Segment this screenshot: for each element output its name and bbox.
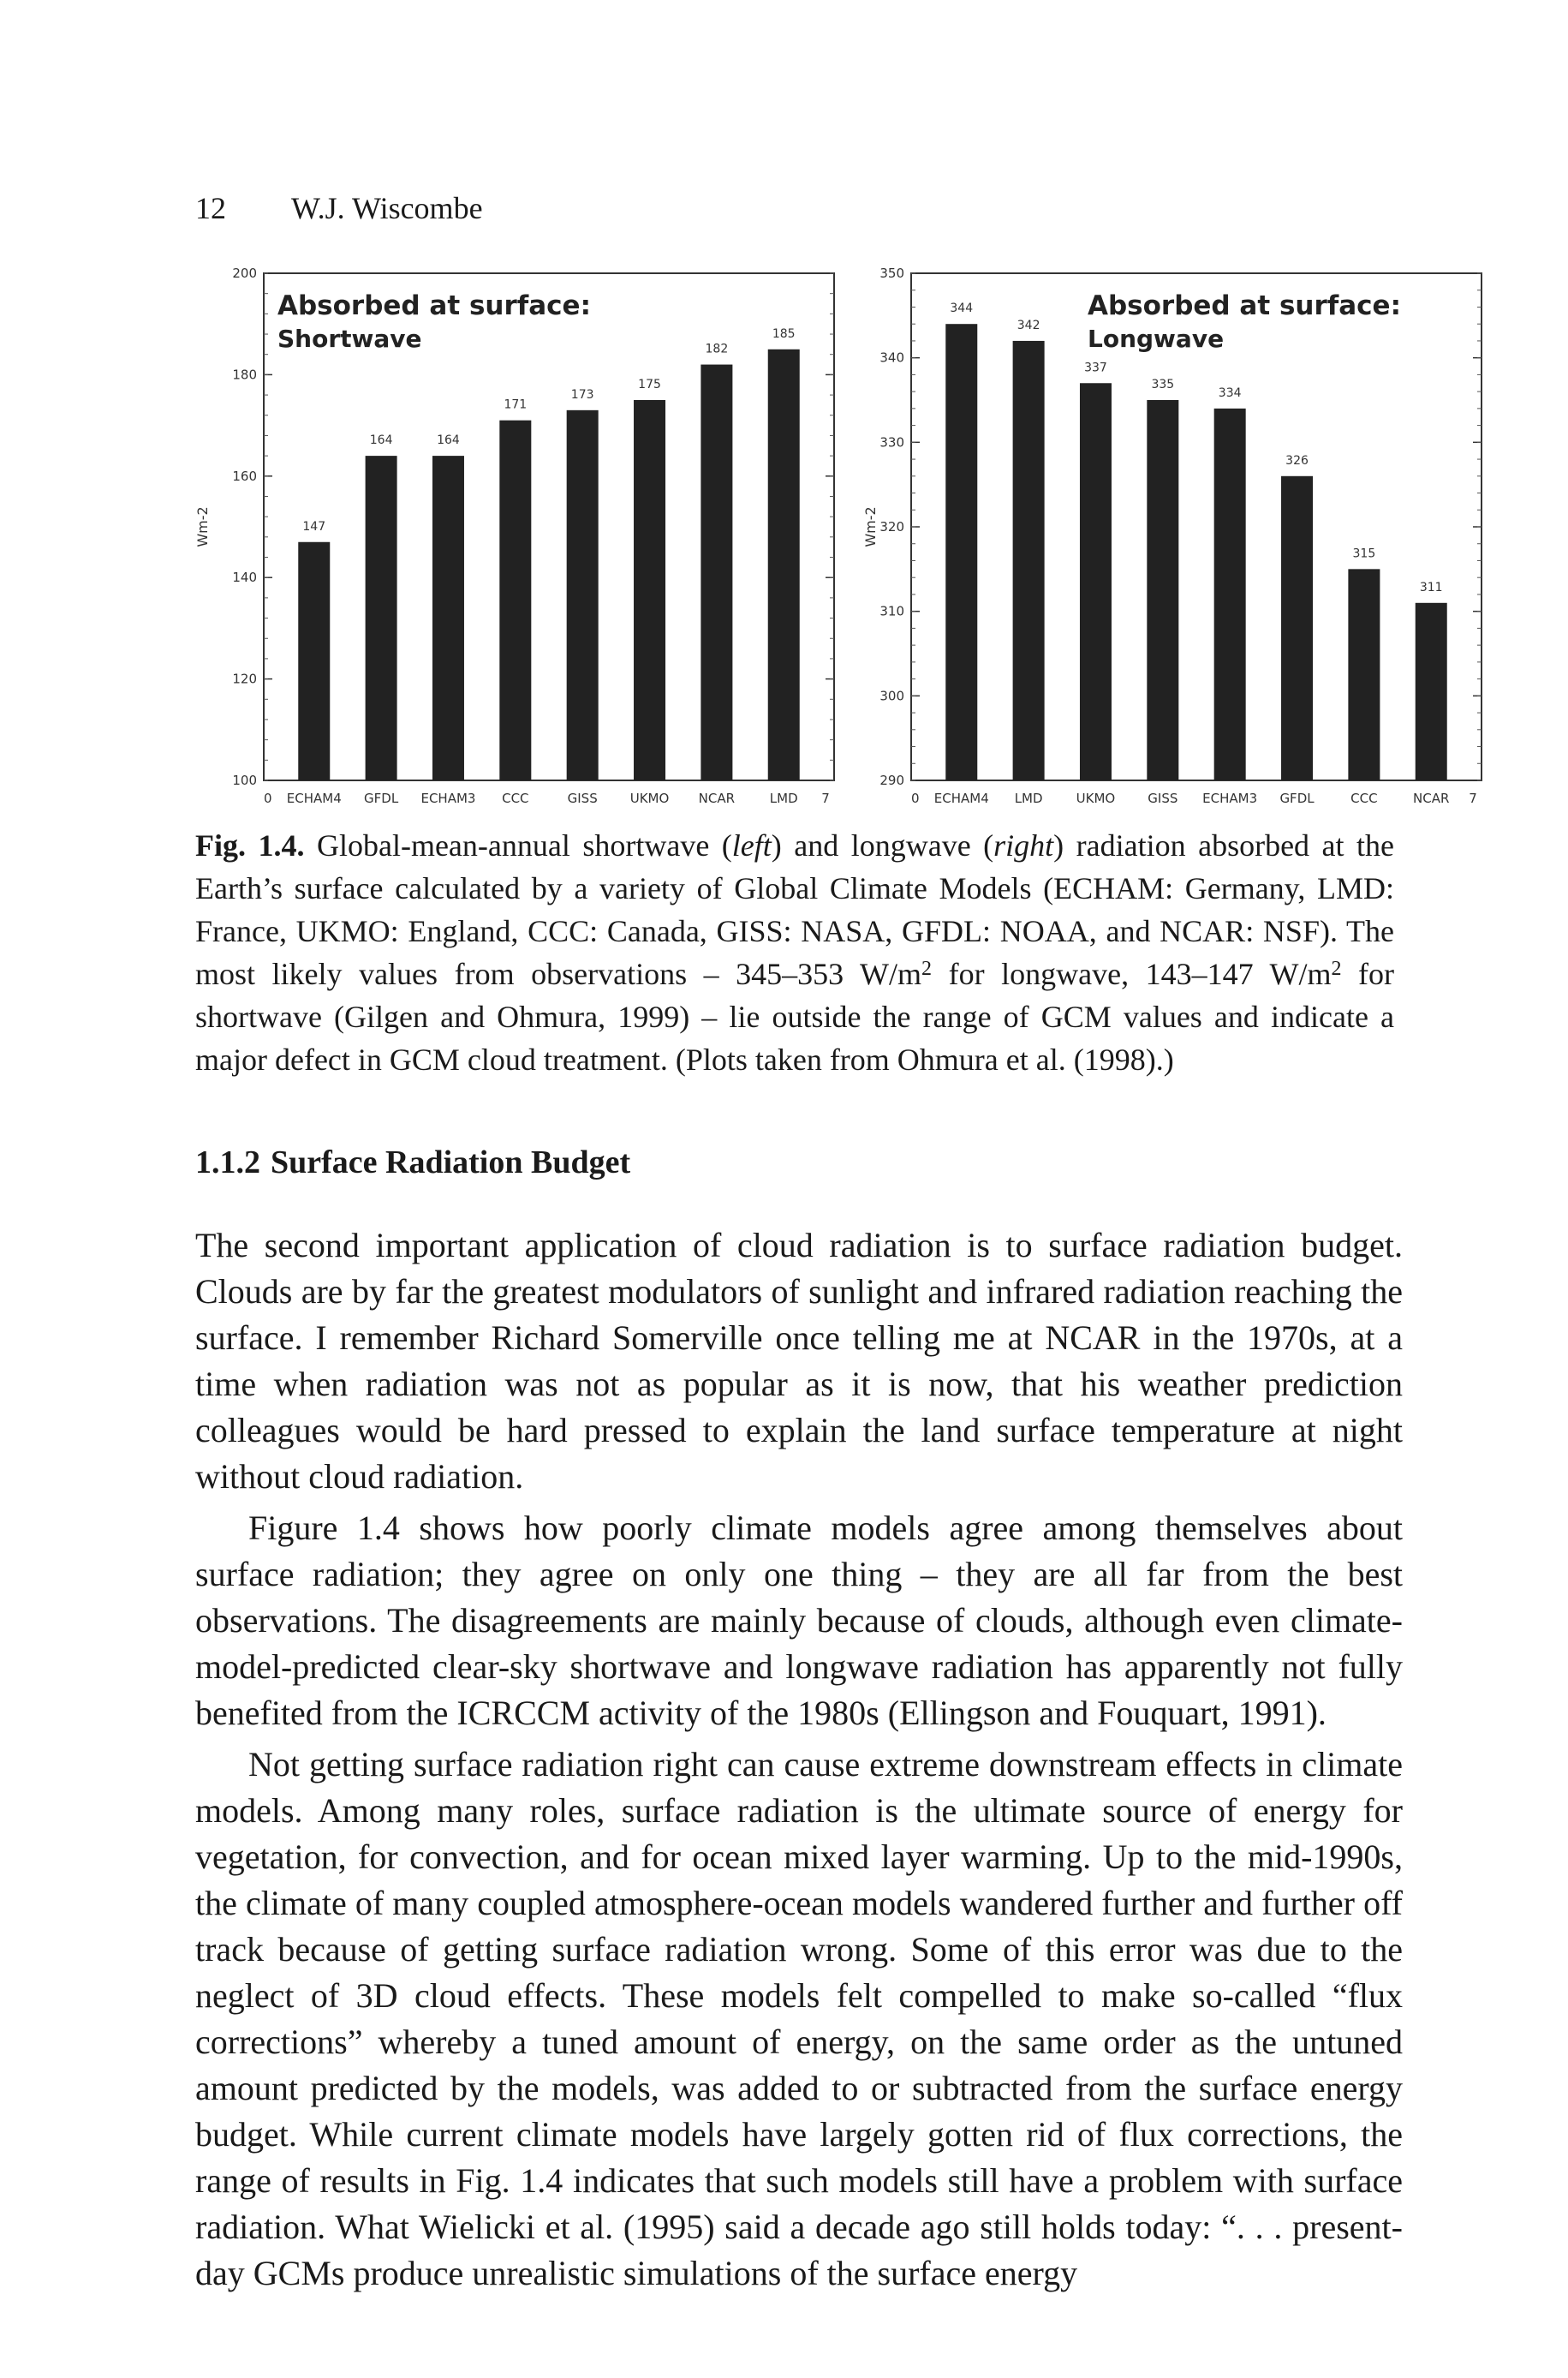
- paragraph: The second important application of cloud radiation is to surface radiation budget. Clouds are by far the greatest modulators of sunlight and infrared radiation reaching the surface. I remember Richard Somerville once telling me at NCAR in the 1970s, at a time when radiation was not as popular as it is now, that his weather prediction colleagues would be hard pressed to explain the land surface temperature at night without cloud radiation.: [195, 1226, 1403, 1496]
- chart-subtitle: Longwave: [1088, 325, 1225, 353]
- x-tick-label: ECHAM3: [1202, 791, 1258, 806]
- y-tick-label: 340: [879, 350, 904, 366]
- chart-title: Absorbed at surface:: [277, 290, 591, 321]
- body-text: [195, 1222, 1403, 2302]
- bar: [432, 456, 464, 780]
- data-label: 315: [1352, 547, 1376, 561]
- y-tick-label: 180: [232, 367, 257, 383]
- data-label: 171: [504, 397, 528, 412]
- bar: [567, 410, 599, 780]
- data-label: 337: [1084, 361, 1107, 375]
- figure-label: Fig. 1.4.: [195, 828, 305, 863]
- x-tick-label: 0: [264, 791, 272, 806]
- y-tick-label: 350: [879, 266, 904, 281]
- caption-sup-1: 2: [921, 958, 933, 980]
- bar: [1416, 603, 1447, 780]
- y-tick-label: 100: [232, 773, 257, 788]
- x-tick-label: UKMO: [1076, 791, 1116, 806]
- caption-text-3: ) radiation absorbed at the Earth’s surface calculated by a variety of Global Climate Models (ECHAM: Germany, LMD: France, UKMO: England, CCC: Canada, GISS: NASA, GFDL: NOAA, and NCAR: NSF). The most likely values from observations – 345–353 W/m: [195, 828, 1394, 991]
- data-label: 164: [369, 433, 393, 448]
- y-tick-label: 120: [232, 671, 257, 687]
- data-label: 185: [772, 326, 796, 341]
- x-tick-label: ECHAM3: [420, 791, 476, 806]
- data-label: 173: [570, 387, 594, 402]
- caption-text-4: for longwave, 143–147 W/m: [932, 957, 1332, 991]
- running-head: [195, 190, 483, 226]
- data-label: 164: [437, 433, 460, 448]
- data-label: 335: [1151, 378, 1175, 391]
- caption-sup-2: 2: [1331, 958, 1342, 980]
- x-tick-label: GISS: [567, 791, 598, 806]
- section-number: 1.1.2: [195, 1144, 260, 1180]
- data-label: 311: [1419, 580, 1443, 594]
- caption-text-1: Global-mean-annual shortwave (: [304, 828, 732, 863]
- y-tick-label: 140: [232, 570, 257, 586]
- x-tick-label: ECHAM4: [286, 791, 342, 806]
- y-tick-label: 200: [232, 266, 257, 281]
- x-tick-label: LMD: [1014, 791, 1043, 806]
- x-tick-label: NCAR: [698, 791, 736, 806]
- bar: [499, 421, 531, 780]
- paragraph: Not getting surface radiation right can cause extreme downstream effects in climate models. Among many roles, surface radiation is the ultimate source of energy for vegetation, for convection, and for ocean mixed layer warming. Up to the mid-1990s, the climate of many coupled atmosphere-ocean models wandered further and further off track because of getting surface radiation wrong. Some of this error was due to the neglect of 3D cloud effects. These models felt compelled to make so-called “flux corrections” whereby a tuned amount of energy, on the same order as the untuned amount predicted by the models, was added to or subtracted from the surface energy budget. While current climate models have largely gotten rid of flux corrections, the range of results in Fig. 1.4 indicates that such models still have a problem with surface radiation. What Wielicki et al. (1995) said a decade ago still holds today: “. . . present-day GCMs produce unrealistic simulations of the surface energy: [195, 1745, 1403, 2292]
- data-label: 326: [1285, 453, 1309, 468]
- shortwave-chart-svg: [190, 261, 875, 818]
- y-axis-label: Wm-2: [194, 506, 211, 547]
- data-label: 342: [1017, 318, 1040, 332]
- x-tick-label: LMD: [769, 791, 798, 806]
- y-tick-label: 290: [879, 773, 904, 788]
- data-label: 334: [1218, 385, 1242, 400]
- bar: [1013, 341, 1045, 780]
- y-tick-label: 330: [879, 434, 904, 451]
- section-title: Surface Radiation Budget: [271, 1144, 631, 1180]
- x-tick-label: CCC: [502, 791, 529, 806]
- data-label: 175: [638, 378, 661, 391]
- x-tick-label: 0: [911, 791, 920, 806]
- x-tick-label: 7: [821, 791, 830, 806]
- chart-title: Absorbed at surface:: [1088, 290, 1401, 321]
- bar: [701, 365, 732, 780]
- x-tick-label: NCAR: [1413, 791, 1450, 806]
- longwave-chart-svg: [858, 261, 1543, 818]
- page-number: 12: [195, 191, 226, 225]
- bar: [1080, 383, 1112, 780]
- y-tick-label: 160: [232, 468, 257, 484]
- running-head-author: W.J. Wiscombe: [291, 191, 483, 225]
- x-tick-label: UKMO: [629, 791, 670, 806]
- caption-right: right: [993, 828, 1054, 863]
- caption-text-2: ) and longwave (: [771, 828, 994, 863]
- bar: [634, 400, 665, 780]
- bar: [1214, 409, 1246, 780]
- data-label: 182: [705, 342, 729, 356]
- paragraph: Figure 1.4 shows how poorly climate models agree among themselves about surface radiation; they agree on only one thing – they are all far from the best observations. The disagreements are mainly because of clouds, although even climate-model-predicted clear-sky shortwave and longwave radiation has apparently not fully benefited from the ICRCCM activity of the 1980s (Ellingson and Fouquart, 1991).: [195, 1509, 1403, 1732]
- y-tick-label: 320: [879, 519, 904, 535]
- data-label: 147: [302, 519, 326, 534]
- x-tick-label: CCC: [1350, 791, 1378, 806]
- shortwave-chart: [190, 261, 875, 818]
- y-tick-label: 300: [879, 688, 904, 704]
- x-tick-label: 7: [1469, 791, 1477, 806]
- bar: [945, 324, 977, 780]
- bar: [1348, 569, 1380, 780]
- x-tick-label: GFDL: [1279, 791, 1315, 806]
- caption-left: left: [731, 828, 772, 863]
- longwave-chart: [858, 261, 1543, 818]
- caption-text-5: for shortwave (Gilgen and Ohmura, 1999) – lie outside the range of GCM values and indicate a major defect in GCM cloud treatment. (Plots taken from Ohmura et al. (1998).): [195, 957, 1395, 1077]
- x-tick-label: GFDL: [364, 791, 399, 806]
- x-tick-label: GISS: [1148, 791, 1178, 806]
- bar: [1281, 476, 1313, 780]
- bar: [298, 542, 330, 780]
- y-axis-label: Wm-2: [862, 506, 879, 547]
- data-label: 344: [950, 302, 974, 316]
- x-tick-label: ECHAM4: [933, 791, 989, 806]
- figure-caption: [195, 824, 1394, 1081]
- bar: [366, 456, 397, 780]
- bar: [768, 350, 800, 780]
- bar: [1147, 400, 1178, 780]
- y-tick-label: 310: [879, 603, 904, 619]
- section-heading: [195, 1144, 630, 1181]
- chart-subtitle: Shortwave: [277, 325, 422, 353]
